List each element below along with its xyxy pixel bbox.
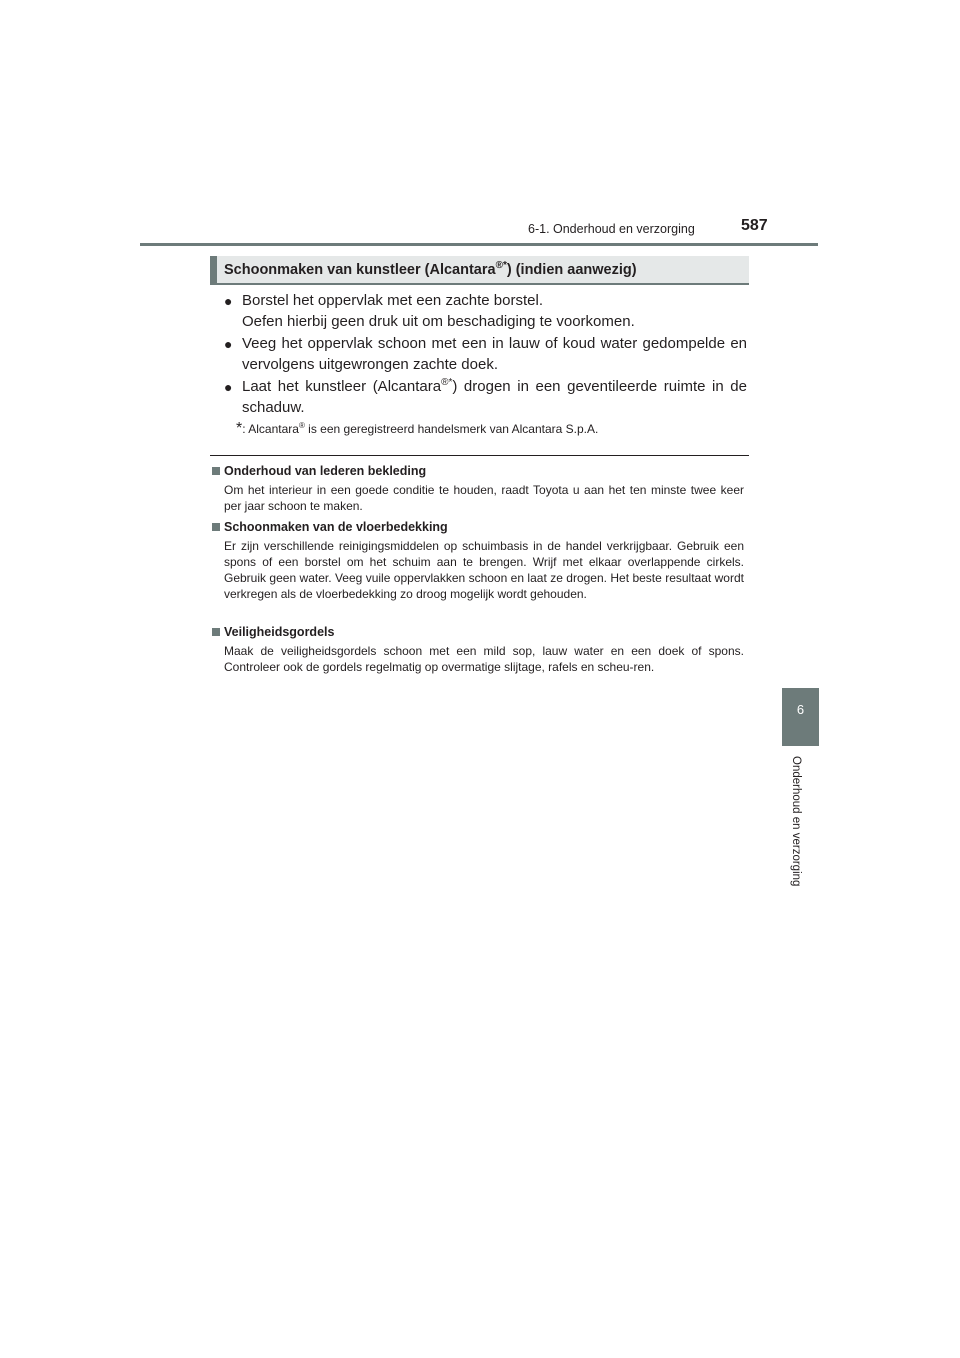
- registered-mark: ®: [298, 421, 305, 430]
- bullet-dot-icon: ●: [224, 379, 233, 395]
- note-body: Er zijn verschillende reinigingsmiddelen op schuimbasis in de handel verkrijgbaar. Gebruik een spons of een borstel om het schuim aan te brengen. Wrijf met elkaar overlappende cirkels. Gebruik geen water. Veeg vuile oppervlakken schoon en laat ze drogen. Het beste resultaat wordt verkregen als de vloerbedekking zo droog mogelijk wordt gehouden.: [224, 539, 744, 601]
- bullet-text: [242, 376, 747, 418]
- footnote-marker: *: [236, 420, 243, 437]
- bullet-dot-icon: ●: [224, 293, 233, 309]
- bullet-text: Veeg het oppervlak schoon met een in lauw of koud water gedompelde en vervolgens uitgewrongen zachte doek.: [242, 335, 747, 373]
- section-title-part2: ) (indien aanwezig): [506, 261, 637, 278]
- note-heading: [212, 625, 334, 639]
- chapter-tab: [782, 688, 819, 746]
- note-heading-text: Onderhoud van lederen bekleding: [224, 464, 427, 478]
- square-bullet-icon: [212, 628, 220, 636]
- registered-mark: ®: [495, 260, 503, 271]
- footnote: [236, 420, 598, 438]
- note-body: Maak de veiligheidsgordels schoon met een mild sop, lauw water en een doek of spons. Controleer ook de gordels regelmatig op overmatige slijtage, rafels en scheu-ren.: [224, 644, 744, 674]
- section-title: [224, 260, 637, 278]
- note-heading: [212, 464, 426, 478]
- footnote-text-part2: is een geregistreerd handelsmerk van Alcantara S.p.A.: [304, 422, 599, 436]
- section-divider: [210, 455, 749, 456]
- note-heading: [212, 520, 448, 534]
- note-heading-text: Veiligheidsgordels: [224, 625, 335, 639]
- note-heading-text: Schoonmaken van de vloerbedekking: [224, 520, 448, 534]
- bullet-text-part2: ) drogen in een geventileerde ruimte in de schaduw.: [242, 378, 747, 416]
- header-rule: [140, 243, 818, 246]
- note-body: Om het interieur in een goede conditie te houden, raadt Toyota u aan het ten minste twee keer per jaar schoon te maken.: [224, 483, 744, 513]
- section-heading-bar: [210, 256, 749, 285]
- page-number: 587: [741, 217, 768, 234]
- running-header-section: 6-1. Onderhoud en verzorging: [528, 222, 695, 236]
- square-bullet-icon: [212, 523, 220, 531]
- bullet-dot-icon: ●: [224, 336, 233, 352]
- chapter-number: 6: [796, 702, 805, 717]
- chapter-title-vertical: Onderhoud en verzorging: [790, 756, 802, 887]
- footnote-star: *: [448, 377, 453, 388]
- footnote-star: *: [502, 260, 507, 271]
- bullet-text: Borstel het oppervlak met een zachte borstel. Oefen hierbij geen druk uit om beschadiging te voorkomen.: [242, 292, 635, 330]
- bullet-text-part1: Laat het kunstleer (Alcantara: [242, 378, 442, 395]
- square-bullet-icon: [212, 467, 220, 475]
- section-heading-accent: [210, 256, 217, 283]
- footnote-text-part1: : Alcantara: [242, 422, 299, 436]
- registered-mark: ®: [441, 377, 449, 388]
- section-title-part1: Schoonmaken van kunstleer (Alcantara: [224, 261, 496, 278]
